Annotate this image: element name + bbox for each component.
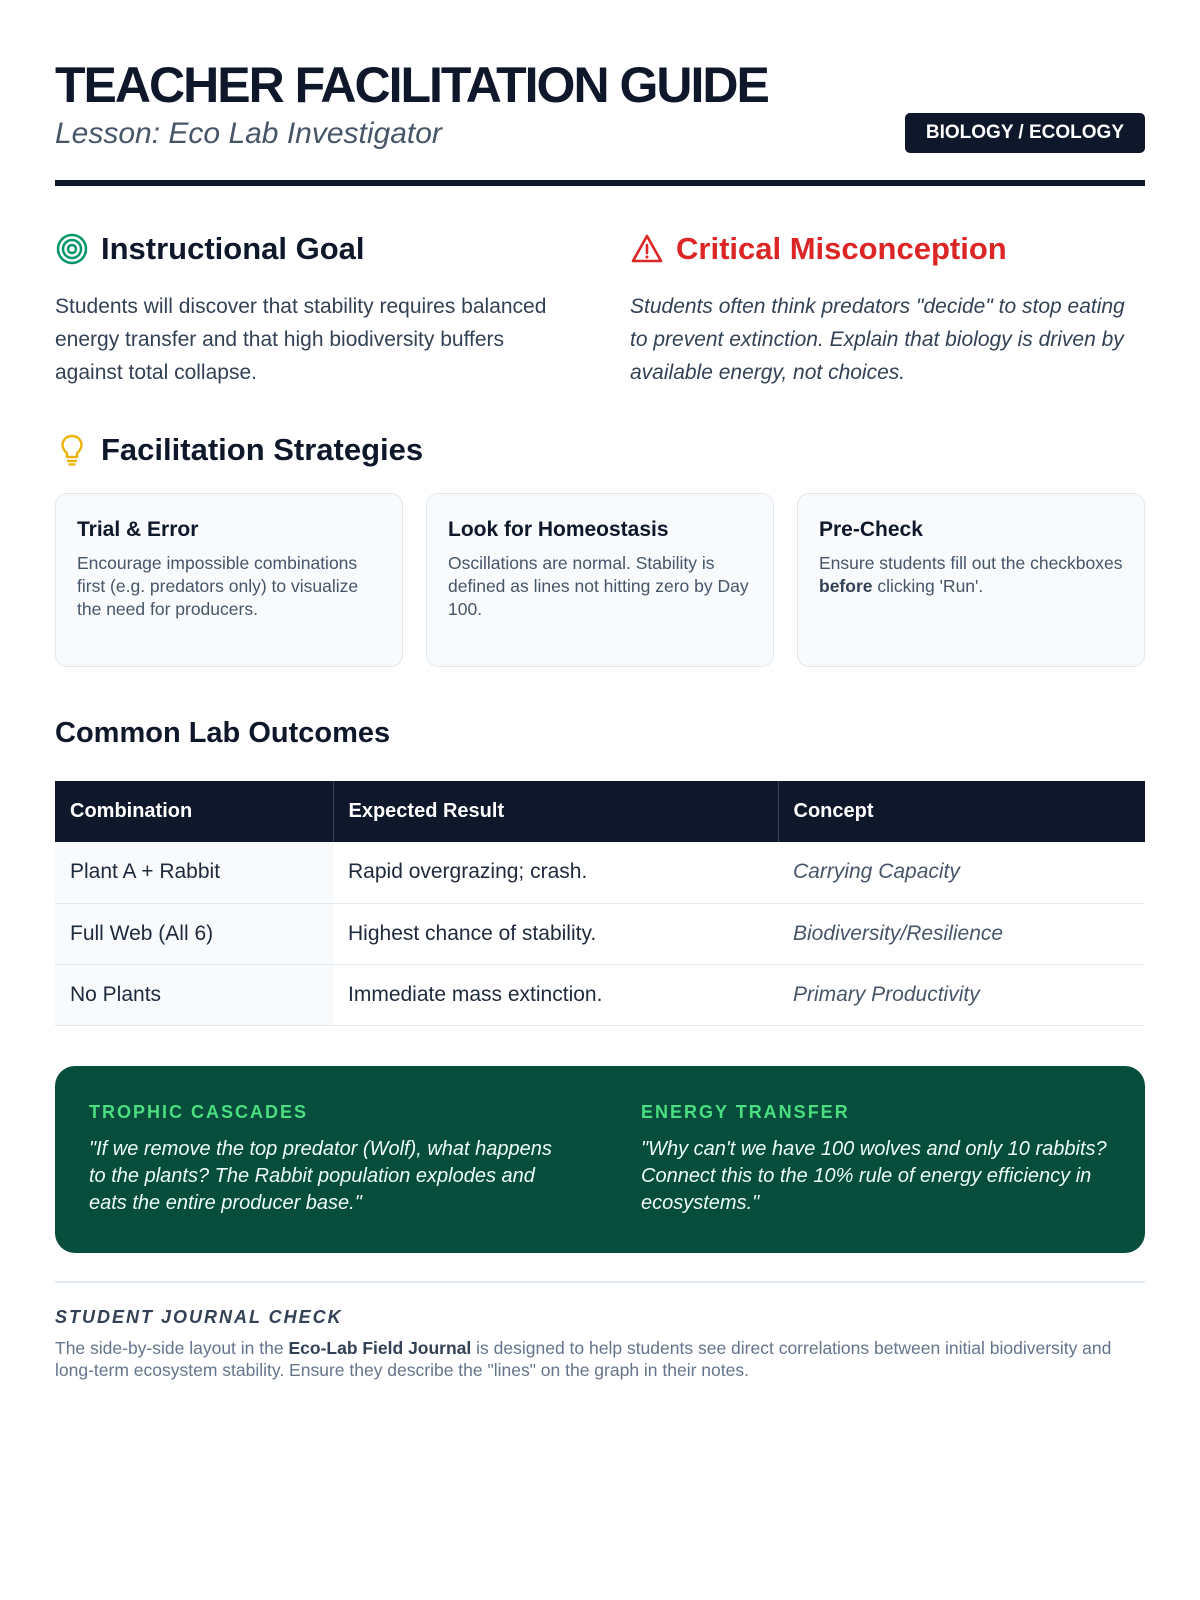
goal-text: Students will discover that stability requires balanced energy transfer and that high biodiversity buffers against total collapse. [55,295,547,384]
strategies-section [55,427,1145,667]
lightbulb-icon [55,433,89,467]
strategy-card-pre-check [797,493,1145,667]
goal-misconception-row [55,226,1145,389]
misconception-section [630,226,1145,389]
cell-concept: Biodiversity/Resilience [778,903,1145,964]
journal-check-section [55,1281,1145,1381]
cell-expected-result: Highest chance of stability. [333,903,778,964]
column-header-expected-result: Expected Result [333,781,778,842]
card-text-end: clicking 'Run'. [872,576,984,596]
subject-badge: BIOLOGY / ECOLOGY [905,113,1145,153]
cell-concept: Primary Productivity [778,964,1145,1025]
discussion-energy-transfer [641,1100,1111,1219]
outcomes-heading: Common Lab Outcomes [55,717,391,749]
journal-text-start: The side-by-side layout in the [55,1337,289,1358]
strategy-cards [55,493,1145,667]
card-title: Look for Homeostasis [448,518,669,541]
cell-expected-result: Rapid overgrazing; crash. [333,842,778,903]
misconception-text: Students often think predators "decide" to stop eating to prevent extinction. Explain that biology is driven by available energy, not choices. [630,295,1125,384]
journal-text [55,1337,1145,1381]
discussion-box [55,1066,1145,1253]
journal-heading: STUDENT JOURNAL CHECK [55,1306,343,1327]
card-text: Encourage impossible combinations first (e.g. predators only) to visualize the need for producers. [77,553,359,619]
page-title: TEACHER FACILITATION GUIDE [55,57,768,113]
cell-expected-result: Immediate mass extinction. [333,964,778,1025]
card-title: Pre-Check [819,518,923,541]
strategies-heading: Facilitation Strategies [101,432,424,467]
journal-text-end: is designed to help students see direct correlations between initial biodiversity and long-term ecosystem stability. Ensure they describe the "lines" on the graph in their notes. [55,1337,1112,1380]
cell-concept: Carrying Capacity [778,842,1145,903]
table-row [55,903,1145,964]
discussion-quote: "Why can't we have 100 wolves and only 10 rabbits? Connect this to the 10% rule of energy efficiency in ecosystems." [641,1137,1107,1214]
column-header-concept: Concept [778,781,1145,842]
lesson-subtitle: Lesson: Eco Lab Investigator [55,117,442,150]
cell-combination: Full Web (All 6) [55,903,333,964]
discussion-label: ENERGY TRANSFER [641,1101,850,1122]
instructional-goal-section [55,226,570,389]
card-text: Oscillations are normal. Stability is defined as lines not hitting zero by Day 100. [448,553,749,619]
outcomes-table [55,781,1145,1026]
strategy-card-homeostasis [426,493,774,667]
target-icon [55,232,89,266]
discussion-label: TROPHIC CASCADES [89,1101,309,1122]
warning-icon [630,232,664,266]
table-row [55,964,1145,1025]
card-title: Trial & Error [77,518,199,541]
card-text-start: Ensure students fill out the checkboxes [819,553,1123,573]
column-header-combination: Combination [55,781,333,842]
header [55,0,1145,186]
cell-combination: No Plants [55,964,333,1025]
goal-heading: Instructional Goal [101,231,365,266]
table-row [55,842,1145,903]
journal-text-bold: Eco-Lab Field Journal [288,1337,472,1358]
card-text [819,552,1123,598]
strategy-card-trial-error [55,493,403,667]
card-text-bold: before [819,576,873,596]
misconception-heading: Critical Misconception [676,231,1007,266]
discussion-trophic-cascades [89,1100,559,1219]
cell-combination: Plant A + Rabbit [55,842,333,903]
discussion-quote: "If we remove the top predator (Wolf), what happens to the plants? The Rabbit population explodes and eats the entire producer base." [89,1137,552,1214]
table-header-row [55,781,1145,842]
